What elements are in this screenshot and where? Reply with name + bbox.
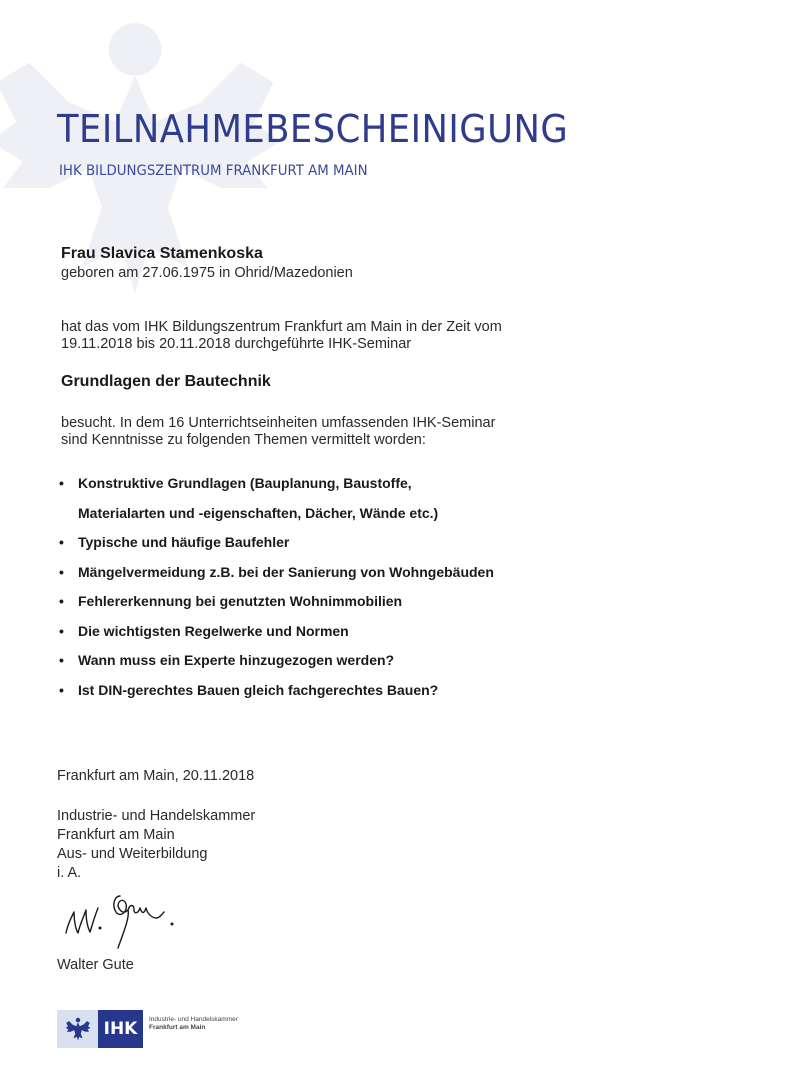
topic-item: • Mängelvermeidung z.B. bei der Sanierung von Wohngebäuden — [58, 558, 494, 588]
bullet-icon: • — [59, 652, 64, 668]
bullet-icon: • — [59, 622, 64, 639]
topic-item-continuation: Materialarten und -eigenschaften, Dächer, Wände etc.) — [78, 504, 439, 521]
topic-item: • Wann muss ein Experte hinzugezogen werden? — [58, 646, 494, 676]
logo-text-line: Frankfurt am Main — [149, 1024, 206, 1031]
bullet-icon: • — [59, 563, 64, 580]
course-title: Grundlagen der Bautechnik — [61, 373, 271, 390]
topic-item: • Fehlererkennung bei genutzten Wohnimmobilien — [58, 587, 494, 617]
intro-line: hat das vom IHK Bildungszentrum Frankfurt am Main in der Zeit vom — [61, 319, 502, 335]
logo-text-line: Industrie- und Handelskammer — [149, 1016, 238, 1023]
visited-line: sind Kenntnisse zu folgenden Themen vermittelt worden: — [61, 432, 426, 448]
signer-name: Walter Gute — [57, 957, 134, 973]
ihk-logo — [57, 1010, 143, 1048]
bullet-icon: • — [59, 475, 64, 491]
topic-item: • Konstruktive Grundlagen (Bauplanung, Baustoffe, — [58, 469, 494, 499]
participant-birth: geboren am 27.06.1975 in Ohrid/Mazedonien — [61, 265, 353, 281]
bullet-icon: • — [59, 534, 64, 550]
org-line: Aus- und Weiterbildung — [57, 846, 208, 862]
logo-text — [149, 1016, 238, 1032]
topic-list — [58, 469, 494, 705]
bullet-icon: • — [59, 593, 64, 609]
visited-line: besucht. In dem 16 Unterrichtseinheiten umfassenden IHK-Seminar — [61, 415, 496, 431]
org-line: Industrie- und Handelskammer — [57, 808, 256, 824]
intro-text — [61, 319, 661, 353]
document-title: TEILNAHMEBESCHEINIGUNG — [57, 107, 569, 151]
organization-block — [57, 807, 255, 883]
participant-name: Frau Slavica Stamenkoska — [61, 245, 263, 262]
topic-item: • Typische und häufige Baufehler — [58, 528, 494, 558]
topic-item: • Die wichtigsten Regelwerke und Normen — [58, 617, 494, 647]
ihk-mark: IHK — [98, 1010, 143, 1048]
topic-item: • Ist DIN-gerechtes Bauen gleich fachgerechtes Bauen? — [58, 676, 494, 706]
intro-line: 19.11.2018 bis 20.11.2018 durchgeführte IHK-Seminar — [61, 336, 412, 352]
org-line: i. A. — [57, 865, 82, 881]
bullet-icon: • — [59, 681, 64, 698]
place-date: Frankfurt am Main, 20.11.2018 — [57, 768, 255, 784]
eagle-icon — [64, 1015, 92, 1043]
org-line: Frankfurt am Main — [57, 827, 175, 843]
visited-text — [61, 415, 621, 449]
signature-image — [58, 878, 188, 953]
document-subtitle: IHK BILDUNGSZENTRUM FRANKFURT AM MAIN — [59, 163, 368, 179]
